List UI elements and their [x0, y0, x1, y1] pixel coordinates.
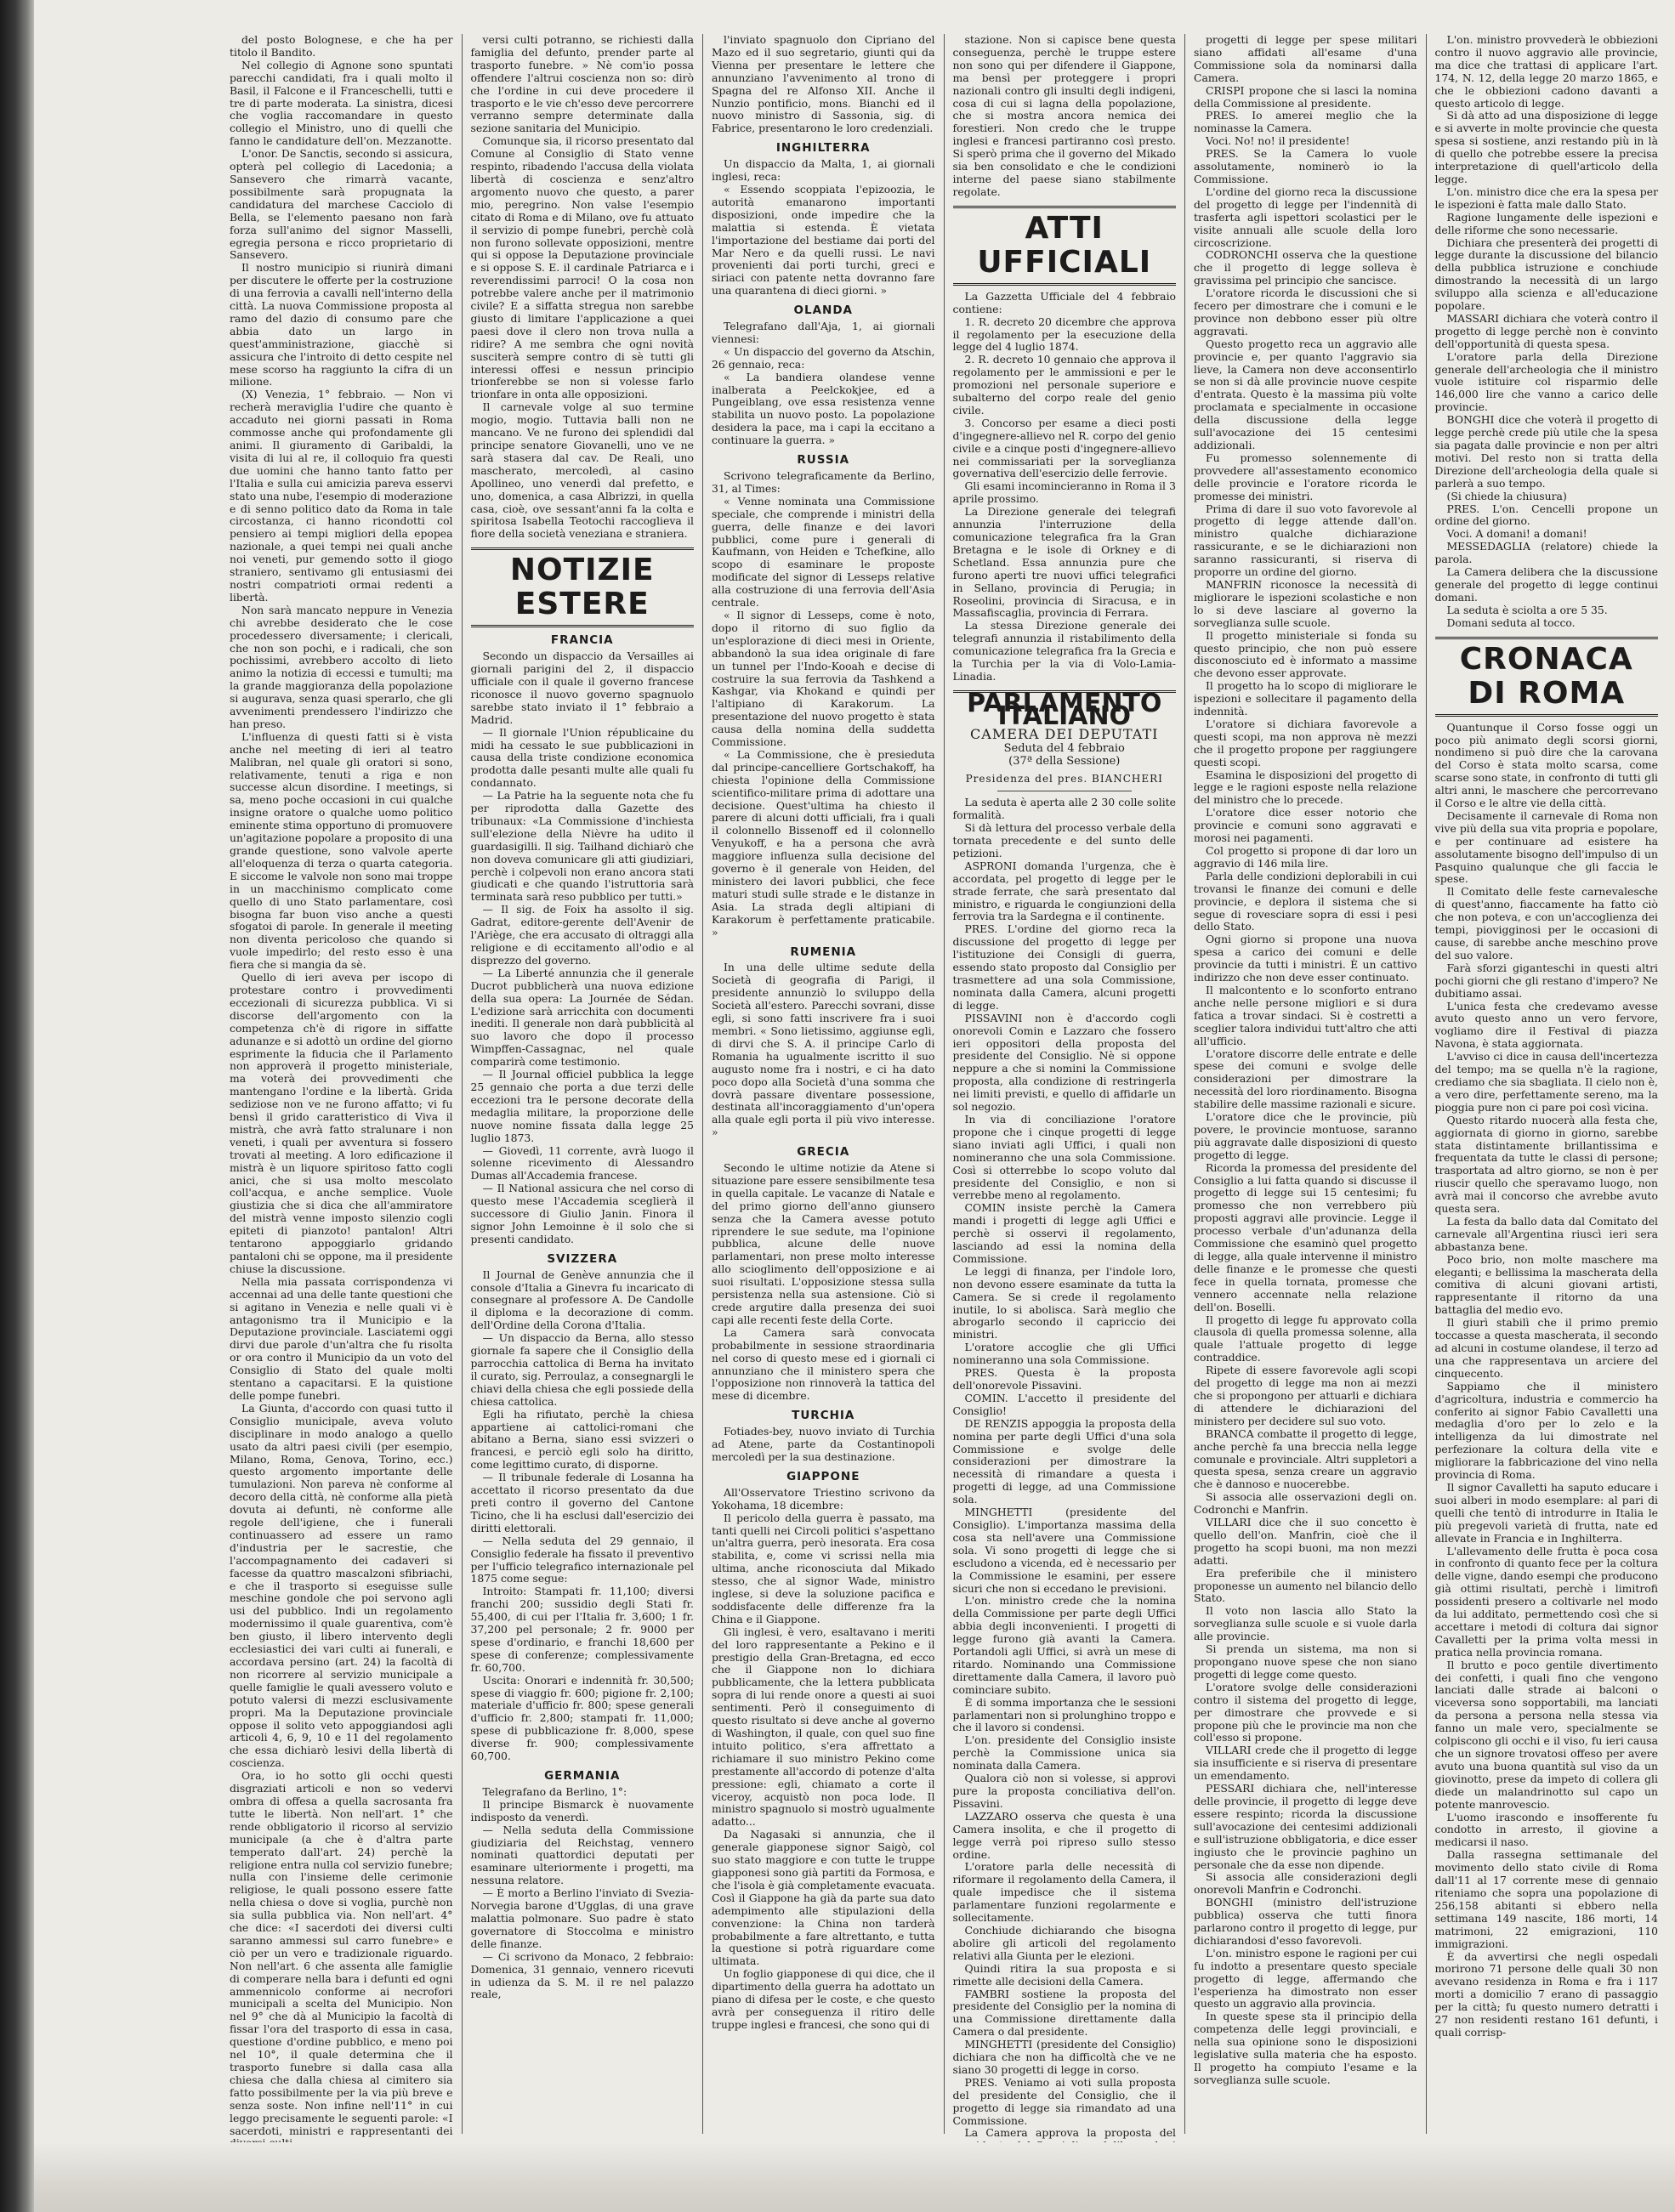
article-paragraph: Il Comitato delle feste carnevalesche di quest'anno, fiaccamente ha fatto ciò che non poteva, e con un'accoglienza dei tempi, piovigginosi per le occasioni di cause, di sarebbe anche meschino prove del suo valore. [1434, 885, 1658, 961]
article-paragraph: « La bandiera olandese venne inalberata a Peelckokjee, ed a Pungeiblang, ove essa resistenza venne stabilita un nuovo posto. La popolazione desidera la pace, ma i capi la eccitano a continuare la guerra. » [712, 370, 935, 447]
article-paragraph: PRES. Questa è la proposta dell'onorevole Pissavini. [952, 1366, 1176, 1392]
article-paragraph: « La Commissione, che è presieduta dal principe-cancelliere Gortschakoff, ha chiesta l'opinione della Commissione scientifico-militare prima di adottare una decisione. Quest'ultima ha chiesto il parere di alcuni dotti ufficiali, fra i quali il colonnello Bissenoff ed il colonnello Venyukoff, e ha a persona che avrà maggiore influenza sulla decisione del governo è il generale von Heiden, del ministero dei lavori pubblici, che fece maturi studi sulle strade e le distanze in Asia. La strada degli altipiani di Karakorum è perfettamente praticabile. » [712, 747, 935, 939]
article-paragraph: L'onor. De Sanctis, secondo si assicura, opterà pel collegio di Lacedonia; a Sansevero che rimarrà vacante, possibilmente sarà propugnata la candidatura del marchese Cacciolo di Bella, se l'elemento paesano non farà forza sull'animo del signor Masselli, egregia persona e ricco proprietario di Sansevero. [230, 147, 453, 262]
article-paragraph: Telegrafano dall'Aja, 1, ai giornali viennesi: [712, 320, 935, 345]
article-paragraph: progetti di legge per spese militari siano affidati all'esame d'una Commissione sola da nominarsi dalla Camera. [1194, 33, 1417, 84]
article-paragraph: COMIN. L'accetto il presidente del Consiglio! [952, 1391, 1176, 1417]
article-paragraph: All'Osservatore Triestino scrivono da Yokohama, 18 dicembre: [712, 1485, 935, 1512]
article-paragraph: L'oratore dice esser notorio che provincie e comuni sono aggravati e morosi nei pagamenti. [1194, 806, 1417, 845]
article-paragraph: La Camera sarà convocata probabilmente in sessione straordinaria nel corso di questo mese ed i giornali ci annunziano che il ministero spera che l'opposizione non rinnoverà la tattica del mese di dicembre. [712, 1325, 935, 1403]
article-paragraph: Ricorda la promessa del presidente del Consiglio a lui fatta quando si discusse il progetto di legge sui 15 centesimi; fu promesso che non verrebbero più proposti aggravi alle provincie. Legge il processo verbale d'un'adunanza della Commissione che esaminò quel progetto di legge, alla quale intervenne il ministro delle finanze e le promesse che questi fece in quella tornata, promesse che vennero accennate nella relazione dell'on. Boselli. [1194, 1160, 1417, 1313]
article-paragraph: — Un dispaccio da Berna, allo stesso giornale fa sapere che il Consiglio della parrocchia cattolica di Berna ha invitato il curato, sig. Perroulaz, a consegnargli le chiavi della chiesa che egli possiede della chiesa cattolica. [470, 1331, 694, 1408]
article-paragraph: PRES. L'ordine del giorno reca la discussione del progetto di legge per l'istituzione dei Consigli di guerra, essendo stato proposto dal Consiglio per trasmettere ad una sola Commissione, nominata dalla Camera, alcuni progetti di legge. [952, 922, 1176, 1012]
article-paragraph: L'allevamento delle frutta è poca cosa in confronto di quanto fece per la coltura delle vigne, dando esempi che producono già ottimi risultati, perchè i limitrofi possidenti presero a coltivarle nel modo da lui additato, permettendo così che si accettare i metodi di coltura dai signor Cavalletti per la prima volta messi in pratica nella provincia romana. [1434, 1544, 1658, 1659]
article-paragraph: La seduta è aperta alle 2 30 colle solite formalità. [952, 796, 1176, 822]
article-paragraph: L'avviso ci dice in causa dell'incertezza del tempo; ma se quella n'è la ragione, crediamo che sia sbagliata. Il cielo non è, a vero dire, perfettamente sereno, ma la pioggia pure non ci pare poi così vicina. [1434, 1050, 1658, 1114]
article-paragraph: MINGHETTI (presidente del Consiglio). L'importanza massima della cosa sta nell'avere una Commissione sola. Vi sono progetti di legge che si escludono a vicenda, ed è necessario per la Commissione le esamini, per essere sicuri che non si eccedano le previsioni. [952, 1506, 1176, 1595]
country-heading: GIAPPONE [786, 1469, 860, 1483]
article-paragraph: L'oratore si dichiara favorevole a questi scopi, ma non approva nè mezzi che il progetto propone per raggiungere questi scopi. [1194, 717, 1417, 769]
article-paragraph: BRANCA combatte il progetto di legge, anche perchè fa una breccia nella legge comunale e provinciale. Altri suppletori a questa spesa, senza creare un aggravio che è dannoso e nuocerebbe. [1194, 1426, 1417, 1491]
article-paragraph: La Camera approva la proposta del [964, 2126, 1176, 2140]
article-paragraph: La seduta è sciolta a ore 5 35. [1446, 603, 1608, 616]
article-paragraph: MANFRIN riconosce la necessità di migliorare le ispezioni scolastiche e non lo si deve lasciare al governo la sorveglianza sulle scuole. [1194, 577, 1417, 629]
article-paragraph: L'ordine del giorno reca la discussione del progetto di legge per l'indennità di trasferta agli ispettori scolastici per le visite annuali alle scuole della loro circoscrizione. [1194, 184, 1417, 249]
article-paragraph: Uscita: Onorari e indennità fr. 30,500; spese di viaggio fr. 600; pigione fr. 2,100; materiale d'ufficio fr. 800; spese generali d'ufficio fr. 2,800; stampati fr. 11,000; spese di pubblicazione fr. 8,000, spese diverse fr. 900; complessivamente 60,700. [470, 1673, 694, 1763]
article-paragraph: Si dà atto ad una disposizione di legge e si avverte in molte provincie che questa spesa si sostiene, anzi restando più in là di quello che potrebbe essere la precisa interpretazione di quell'articolo della legge. [1434, 109, 1658, 185]
article-paragraph: La Direzione generale dei telegrafi annunzia l'interruzione della comunicazione telegrafica fra la Gran Bretagna e le isole di Orkney e di Schetland. Essa annunzia pure che furono aperti tre nuovi uffici telegrafici in Sellano, provincia di Perugia; in Roseolini, provincia di Siracusa, e in Massafiscaglia, provincia di Ferrara. [952, 505, 1176, 620]
article-paragraph: Farà sforzi giganteschi in questi altri pochi giorni che gli restano d'impero? Ne dubitiamo assai. [1434, 961, 1658, 1000]
article-paragraph: Non sarà mancato neppure in Venezia chi avrebbe desiderato che le cose procedessero diversamente; i clericali, che non son pochi, e i radicali, che son pochissimi, avrebbero accolto di lieto animo la notizia di eccessi e tumulti; ma la grande maggioranza della popolazione si augurava, senza quasi sperarlo, che gli avvenimenti prendessero l'indirizzo che han preso. [230, 603, 453, 730]
article-paragraph: Domani seduta al tocco. [1446, 615, 1576, 629]
article-paragraph: Esamina le disposizioni del progetto di legge e le ragioni esposte nella relazione del ministro che lo precede. [1194, 768, 1417, 807]
article-paragraph: — Il Journal officiel pubblica la legge 25 gennaio che porta a due terzi delle eccezioni tra le persone decorate della medaglia militare, la proporzione delle nuove nomine fissata dalla legge 25 luglio 1873. [470, 1068, 694, 1144]
article-paragraph: Le leggi di finanza, per l'indole loro, non devono essere esaminate da tutta la Camera. Se si crede il regolamento inutile, lo si abolisca. Sarà meglio che abrogarlo secondo il capriccio dei ministri. [952, 1264, 1176, 1341]
article-paragraph: L'on. ministro crede che la nomina della Commissione per parte degli Uffici abbia degli inconvenienti. I progetti di legge furono già avanti la Camera. Portandoli agli Uffici, si avrà un mese di ritardo. Nominando una Commissione direttamente dalla Camera, il lavoro può cominciare subito. [952, 1594, 1176, 1696]
article-paragraph: La stessa Direzione generale dei telegrafi annunzia il ristabilimento della comunicazione telegrafica fra la Grecia e la Turchia per la via di Volo-Lamia-Linadia. [952, 619, 1176, 683]
article-paragraph: Quindi ritira la sua proposta e si rimette alle decisioni della Camera. [952, 1961, 1176, 1988]
article-paragraph: ASPRONI domanda l'urgenza, che è accordata, pel progetto di legge per le strade ferrate, che sarà presentato dal ministro, e riguarda le congiunzioni della ferrovia tra la Sardegna e il continente. [952, 859, 1176, 923]
article-paragraph: Il progetto ha lo scopo di migliorare le ispezioni e sollecitare il pagamento della indennità. [1194, 679, 1417, 718]
article-paragraph: — Nella seduta della Commissione giudiziaria del Reichstag, vennero nominati quattordici deputati per esaminare ulteriormente i progetti, ma nessuna relatore. [470, 1823, 694, 1887]
article-paragraph: BONGHI dice che voterà il progetto di legge perchè crede più utile che la spesa sia pagata dalle provincie e non per altri motivi. Del resto non si tratta della Direzione dell'archeologia della quale si parlerà a suo tempo. [1434, 413, 1658, 490]
article-paragraph: VILLARI crede che il progetto di legge sia insufficiente e si riserva di presentare un emendamento. [1194, 1744, 1417, 1783]
article-paragraph: — La Liberté annunzia che il generale Ducrot pubblicherà una nuova edizione della sua opera: La Journée de Sédan. L'edizione sarà arricchita con documenti inediti. Il generale non darà pubblicità al suo lavoro che dopo il processo Wimpffen-Cassagnac, nel quale comparirà come testimonio. [470, 966, 694, 1069]
article-paragraph: PESSARI dichiara che, nell'interesse delle provincie, il progetto di legge deve essere respinto; ricorda la discussione sull'avocazione dei centesimi addizionali e sull'istruzione obbligatoria, e dice esser ingiusto che le provincie paghino un personale che da esse non dipende. [1194, 1782, 1417, 1871]
article-paragraph: Il malcontento e lo sconforto entrano anche nelle persone migliori e si dura fatica a trovar sindaci. Si è costretti a sceglier talora individui tutt'altro che atti all'ufficio. [1194, 983, 1417, 1047]
article-paragraph: Da Nagasaki si annunzia, che il generale giapponese signor Saigò, col suo stato maggiore e con tutte le truppe giapponesi sono già partiti da Formosa, e che l'isola è già completamente evacuata. Così il Giappone ha già da parte sua dato adempimento alle stipulazioni della convenzione: la China non tarderà probabilmente a fare altrettanto, e tutta la questione si potrà riguardare come ultimata. [712, 1828, 935, 1968]
article-paragraph: L'on. ministro espone le ragioni per cui fu indotto a presentare questo speciale progetto di legge, affermando che l'esperienza ha dimostrato non esser questo un aggravio alla provincia. [1194, 1946, 1417, 2011]
article-paragraph: Parla delle condizioni deplorabili in cui trovansi le finanze dei comuni e delle provincie, e deplora il sistema che si segue di rovesciare sopra di essi i pesi dello Stato. [1194, 869, 1417, 933]
article-paragraph: Ora, io ho sotto gli occhi questi disgraziati articoli e non so vedervi ombra di offesa a quella sacrosanta fra tutte le libertà. Non nell'art. 1° che rende obbligatorio il ricorso al servizio municipale (a che è d'altra parte temperato dall'art. 24) perchè la religione entra nulla col servizio funebre; nulla con l'insieme delle cerimonie religiose, le quali possono essere fatte nella chiesa o dove si voglia, purchè non sia sulla pubblica via. Non nell'art. 4° che dice: «I sacerdoti dei diversi culti saranno ammessi sul carro funebre» e ciò per un vero e tradizionale riguardo. Non nell'art. 6 che assenta alle famiglie di comperare nella bara i defunti ed ogni ammennicolo conforme ai necrofori municipali a scelta del Municipio. Non nel 9° che dà al Municipio la facoltà di fissar l'ora del trasporto di essa in casa, questione d'ordine pubblico, e meno poi nel 10°, il quale determina che il trasporto funebre si dalla casa alla chiesa che dalla chiesa al cimitero sia fatto possibilmente per la via più breve e senza soste. Non infine nell'11° in cui leggo precisamente le seguenti parole: «I sacerdoti, ministri e rappresentanti dei [230, 1769, 453, 2137]
article-paragraph: L'uomo irascondo e insofferente fu condotto in arresto, il giovine a medicarsi il naso. [1434, 1810, 1658, 1849]
article-paragraph: La Camera delibera che la discussione generale del progetto di legge continui domani. [1434, 565, 1658, 604]
parliament-title: PARLAMENTO ITALIANO [953, 690, 1177, 723]
article-paragraph: In una delle ultime sedute della Società di geografia di Parigi, il presidente annunziò lo sviluppo della Società all'estero. Parecchi sovrani, disse egli, si sono fatti inscrivere fra i suoi membri. « Sono lietissimo, aggiunse egli, di dirvi che S. A. il principe Carlo di Romania ha ugualmente iscritto il suo augusto nome fra i nostri, e ci ha dato poco dopo alla Società d'una somma che dovrà passare diventare possessione, destinata all'incoraggiamento d'un'opera alla quale egli porta il più vivo interesse. » [712, 961, 935, 1139]
article-paragraph: Si prenda un sistema, ma non si propongano nuove spese che non siano progetti di legge come questo. [1194, 1642, 1417, 1681]
article-paragraph: Questo progetto reca un aggravio alle provincie e, per quanto l'aggravio sia lieve, la Camera non deve acconsentirlo se non si dà alle provincie nuove cespite d'entrata. Questo è la massima più volte proclamata e specialmente in occasione della discussione della legge sull'avocazione dei 15 centesimi addizionali. [1194, 337, 1417, 451]
article-paragraph: FAMBRI sostiene la proposta del presidente del Consiglio per la nomina di una Commissione direttamente dalla Camera o dal presidente. [952, 1987, 1176, 2039]
article-paragraph: L'oratore dice che le provincie, più povere, le provincie montuose, saranno più aggravate dalle disposizioni di questo progetto di legge. [1194, 1110, 1417, 1161]
article-paragraph: Il pericolo della guerra è passato, ma tanti quelli nei Circoli politici s'aspettano un'altra guerra, però inesorata. Era cosa stabilita, e, come vi scrissi nella mia ultima, anche riconosciuta dal Mikado stesso, che al signor Wade, ministro inglese, si deve la soluzione pacifica e soddisfacente delle differenze fra la China e il Giappone. [712, 1511, 935, 1625]
chamber-title: CAMERA DEI DEPUTATI [970, 725, 1159, 742]
presidency-line: Presidenza del pres. BIANCHERI [965, 773, 1163, 786]
article-paragraph: L'influenza di questi fatti si è vista anche nel meeting di ieri al teatro Malibran, nel quale gli oratori si sono, relativamente, tenuti a riga e non successe alcun disordine. I meetings, si sa, meno poche occasioni in cui qualche insigne oratore o qualche uomo politico eminente stima opportuno di promuovere un'agitazione popolare a proposito di una grande questione, sono valvole aperte all'eloquenza di terza o quarta categoria. E siccome le valvole non sono mai troppe in un macchinismo complicato come quello di uno Stato parlamentare, così bisogna far buon viso anche a questi sfogatoi di parole. In generale il meeting non diventa pericoloso che quando si vuole impedirlo; del resto esso è una fiera che si mangia da sè. [230, 729, 453, 972]
article-paragraph: Decisamente il carnevale di Roma non vive più della sua vita propria e popolare, e per continuare ad esistere ha assolutamente bisogno dell'impulso di un Pasquino qualunque che gli faccia le spese. [1434, 808, 1658, 886]
country-heading: GRECIA [797, 1145, 850, 1160]
article-paragraph: Poco brio, non molte maschere ma eleganti; e bellissima la mascherata della comitiva di alcuni giovani artisti, rappresentante il ritorno da una battaglia del medio evo. [1434, 1252, 1658, 1317]
article-paragraph: È da avvertirsi che negli ospedali morirono 71 persone delle quali 30 non avevano residenza in Roma e fra i 117 morti a domicilio 7 erano di passaggio per la città; fu questo numero detratti i 27 non residenti restano 161 defunti, i quali corrisp- [1434, 1949, 1658, 2039]
article-paragraph: Si dà lettura del processo verbale della tornata precedente e del sunto delle petizioni. [952, 821, 1176, 859]
country-heading: OLANDA [793, 303, 853, 318]
article-paragraph: — Giovedì, 11 corrente, avrà luogo il solenne ricevimento di Alessandro Dumas all'Accademia francese. [470, 1143, 694, 1183]
article-paragraph: La festa da ballo data dal Comitato del carnevale all'Argentina riuscì ieri sera abbastanza bene. [1434, 1214, 1658, 1253]
article-paragraph: — Il tribunale federale di Losanna ha accettato il ricorso presentato da due preti contro il governo del Cantone Ticino, che li ha esclusi dall'esercizio dei diritti elettorali. [470, 1471, 694, 1534]
page-bottom-shade [34, 2142, 1675, 2212]
article-paragraph: PRES. Se la Camera lo vuole assolutamente, nominerò io la Commissione. [1194, 147, 1417, 185]
article-paragraph: PISSAVINI non è d'accordo cogli onorevoli Comin e Lazzaro che fossero ieri oppositori della proposta del presidente del Consiglio. Nè si oppone neppure a che si nomini la Commissione proposta, alla condizione di restringerla nei limiti previsti, e quello di affidarle un sol negozio. [952, 1011, 1176, 1114]
article-paragraph: Il nostro municipio si riunirà dimani per discutere le offerte per la costruzione di una ferrovia a cavalli nell'interno della città. La nuova Commissione proposta al ramo del dazio di consumo pare che abbia dato un largo in quest'amministrazione, giacchè si assicura che l'introito di detto cespite nel mese scorso ha raggiunto la cifra di un milione. [230, 261, 453, 389]
article-paragraph: Un foglio giapponese di qui dice, che il dipartimento della guerra ha adottato un piano di difesa per le coste, e che questo avrà per conseguenza il ritiro delle truppe inglesi e francesi, che sono qui di [712, 1967, 935, 2031]
article-paragraph: L'oratore parla delle necessità di riformare il regolamento della Camera, il quale impedisce che il sistema parlamentare funzioni regolarmente e sollecitamente. [952, 1860, 1176, 1925]
article-paragraph: — È morto a Berlino l'inviato di Svezia-Norvegia barone d'Ugglas, di una grave malattia polmonare. Suo padre è stato governatore di Stoccolma e ministro delle finanze. [470, 1886, 694, 1950]
article-paragraph: Gli esami incomincieranno in Roma il 3 aprile prossimo. [952, 479, 1176, 506]
article-paragraph: È di somma importanza che le sessioni parlamentari non si prolunghino troppo e che il lavoro si condensi. [952, 1695, 1176, 1734]
article-paragraph: « Essendo scoppiata l'epizoozia, le autorità emanarono importanti disposizioni, onde impedire che la malattia si estenda. È vietata l'importazione del bestiame dai porti del Mar Nero e da quelli russi. Le navi provenienti dai porti turchi, greci e siriaci con patente netta dovranno fare una quarantena di dieci giorni. » [712, 182, 935, 298]
article-paragraph: — Nella seduta del 29 gennaio, il Consiglio federale ha fissato il preventivo per l'ufficio telegrafico internazionale pel 1875 come segue: [470, 1534, 694, 1585]
article-paragraph: Era preferibile che il ministero proponesse un aumento nel bilancio dello Stato. [1194, 1566, 1417, 1605]
article-paragraph: Scrivono telegraficamente da Berlino, 31, al Times: [712, 469, 935, 495]
article-paragraph: Questo ritardo nuocerà alla festa che, aggiornata di giorno in giorno, sarebbe stata distintamente brillantissima e frequentata da tutte le classi di persone; trasportata ad altro giorno, se non è per riuscir quello che speravamo luogo, non avrà mai il concorso che avrebbe avuto questa sera. [1434, 1113, 1658, 1216]
section-title: CRONACA DI ROMA [1435, 637, 1659, 717]
column-1 [221, 33, 462, 2137]
article-paragraph: PRES. Veniamo ai voti sulla proposta del presidente del Consiglio, che il progetto di legge sia rimandato ad una Commissione. [952, 2075, 1176, 2127]
article-paragraph: VILLARI dice che il suo concetto è quello dell'on. Manfrin, cioè che il progetto ha scopi buoni, ma non mezzi adatti. [1194, 1516, 1417, 1567]
article-paragraph: Col progetto si propone di dar loro un aggravio di 146 mila lire. [1194, 844, 1417, 870]
article-paragraph: LAZZARO osserva che questa è una Camera insolita, e che il progetto di legge verrà poi ripreso sullo stesso ordine. [952, 1809, 1176, 1861]
article-paragraph: Il carnevale volge al suo termine mogio, mogio. Tuttavia balli non ne mancano. Ve ne furono dei splendidi dal principe senatore Giovanelli, uno ve ne sarà stasera dal cav. De Reali, uno mascherato, mercoledì, al casino Apollineo, uno venerdì dal prefetto, e uno, domenica, a casa Albrizzi, in quella casa, cioè, ove sessant'anni fa la colta e spiritosa Isabella Teotochi raccoglieva il fiore della società veneziana e straniera. [470, 400, 694, 541]
article-paragraph: Il Journal de Genève annunzia che il console d'Italia a Ginevra fu incaricato di consegnare al professore A. De Candolle il diploma e la decorazione di comm. dell'Ordine della Corona d'Italia. [470, 1268, 694, 1332]
article-paragraph: Il voto non lascia allo Stato la sorveglianza sulle scuole e si vuole darla alle provincie. [1194, 1604, 1417, 1643]
article-paragraph: Quantunque il Corso fosse oggi un poco più animato degli scorsi giorni, nondimeno si può dire che la carovana del Corso è stata molto scarsa, come scarse sono state, in confronto di tutti gli altri anni, le maschere che percorrevano il Corso e le altre vie della città. [1434, 720, 1658, 810]
article-paragraph: — Il sig. de Foix ha assolto il sig. Gadrat, editore-gerente dell'Avenir de l'Ariège, che era accusato di oltraggi alla religione e di eccitamento all'odio e al disprezzo del governo. [470, 903, 694, 967]
article-paragraph: La Gazzetta Ufficiale del 4 febbraio contiene: [952, 289, 1176, 315]
column-4 [944, 33, 1185, 2140]
page-binding-edge [0, 0, 34, 2212]
country-heading: RUMENIA [790, 944, 857, 959]
article-paragraph: Nella mia passata corrispondenza vi accennai ad una delle tante questioni che si agitano in Venezia e nelle quali vi è antagonismo tra il Municipio e la Deputazione provinciale. Lasciatemi oggi dirvi due parole d'un'altra che fu risolta or ora contro il Municipio da un voto del Consiglio di Stato del quale molti stentano a capacitarsi. E la quistione delle pompe funebri. [230, 1274, 453, 1402]
article-paragraph: CODRONCHI osserva che la questione che il progetto di legge solleva è gravissima pel principio che sancisce. [1194, 248, 1417, 287]
country-heading: RUSSIA [797, 453, 850, 468]
article-paragraph: Secondo un dispaccio da Versailles ai giornali parigini del 2, il dispaccio ufficiale con il quale il governo francese riconosce il nuovo governo spagnuolo sarebbe stato inviato il 1° febbraio a Madrid. [470, 649, 694, 726]
article-paragraph: Comunque sia, il ricorso presentato dal Comune al Consiglio di Stato venne respinto, ribadendo l'accusa della violata libertà di coscienza e senz'altro argomento nuovo che questo, a parer mio, peregrino. Non valse l'esempio citato di Roma e di Milano, ove fu attuato il servizio di pompe funebri, perchè colà non furono sollevate opposizioni, mentre qui si oppose la Deputazione provinciale e si oppose S. E. il cardinale Patriarca e i reverendissimi parroci! O la cosa non potrebbe valere anche per il matrimonio civile? E a siffatta stregua non sarebbe giusto di limitare l'applicazione a quei paesi dove il clero non trova nulla a ridire? A me sembra che ogni novità susciterà sempre contro di sè tutti gli interessi offesi e nessun principio trionferebbe se non si volesse farlo trionfare in onta alle opposizioni. [470, 134, 694, 401]
session-number: (37ª della Sessione) [1008, 754, 1121, 768]
article-paragraph: « Venne nominata una Commissione speciale, che comprende i ministri della guerra, delle finanze e dei lavori pubblici, come pure i generali di Kaufmann, von Heiden e Tchefkine, allo scopo di esaminare le proposte modificate del signor di Lesseps relative alla costruzione di una ferrovia dell'Asia centrale. [712, 494, 935, 610]
article-paragraph: L'unica festa che credevamo avesse avuto questo anno un vero fervore, vogliamo dire il Festival di piazza Navona, è stata aggiornata. [1434, 999, 1658, 1051]
article-paragraph: — Il giornale l'Union républicaine du midi ha cessato le sue pubblicazioni in causa della triste condizione economica prodotta dalle pesanti multe alle quali fu condannato. [470, 725, 694, 790]
column-6 [1426, 34, 1667, 2134]
article-paragraph: Il signor Cavalletti ha saputo educare i suoi alberi in modo esemplare: al pari di quelli che tentò di introdurre in Italia le più pregevoli varietà di frutta, nate ed allevate in Francia e in Inghilterra. [1434, 1480, 1658, 1545]
article-paragraph: L'oratore svolge delle considerazioni contro il sistema del progetto di legge, per dimostrare che provvede e si propone più che le provincie ma non che coll'esso si propone. [1194, 1680, 1417, 1744]
article-paragraph: BONGHI (ministro dell'istruzione pubblica) osserva che tutti finora parlarono contro il progetto di legge, pur dichiarandosi d'esso favorevoli. [1194, 1896, 1417, 1947]
article-paragraph: — La Patrie ha la seguente nota che fu per riprodotta dalla Gazette des tribunaux: «La Commissione d'inchiesta sull'elezione della Nièvre ha udito il guardasigilli. Il sig. Tailhand dichiarò che non doveva comunicare gli atti giudiziari, perchè i colpevoli non erano ancora stati giudicati e che quando l'istruttoria sarà terminata sarà reso pubblico per tutti.» [470, 789, 694, 904]
article-paragraph: Il progetto ministeriale si fonda su questo principio, che non può essere disconosciuto ed è informato a massime che devono esser approvate. [1194, 628, 1417, 680]
article-paragraph: stazione. Non si capisce bene questa conseguenza, perchè le truppe estere non sono qui per difendere il Giappone, ma bensì per proteggere i propri nazionali contro gli insulti degli indigeni, cosa di cui si lagna della popolazione, che si mostra ancora nemica dei forestieri. Non credo che le truppe inglesi e francesi partiranno così presto. Si sperò prima che il governo del Mikado sia ben consolidato e che le condizioni interne del paese siano stabilmente regolate. [952, 33, 1176, 198]
article-paragraph: Prima di dare il suo voto favorevole al progetto di legge attende dall'on. ministro qualche dichiarazione rassicurante, e se le dichiarazioni non saranno rassicuranti, si riserva di proporre un ordine del giorno. [1194, 502, 1417, 579]
article-paragraph: Ripete di essere favorevole agli scopi del progetto di legge ma non ai mezzi che si propongono per attuarli e dichiara di attendere le dichiarazioni del ministero per decidere sul suo voto. [1194, 1364, 1417, 1427]
article-paragraph: Voci. No! no! il presidente! [1206, 134, 1350, 148]
article-paragraph: CRISPI propone che si lasci la nomina della Commissione al presidente. [1194, 83, 1417, 110]
section-title: ATTI UFFICIALI [953, 206, 1177, 286]
article-paragraph: versi culti potranno, se richiesti dalla famiglia del defunto, prender parte al trasporto funebre. » Nè com'io possa offendere l'altrui coscienza non so: dirò che l'ordine in cui deve procedere il trasporto e le vie ch'esso deve percorrere verranno sempre determinate dalla sezione sanitaria del Municipio. [470, 33, 694, 135]
article-paragraph: — Ci scrivono da Monaco, 2 febbraio: Domenica, 31 gennaio, vennero ricevuti in udienza da S. M. il re nel palazzo reale, [470, 1949, 694, 2001]
article-paragraph: La Giunta, d'accordo con quasi tutto il Consiglio municipale, aveva voluto disciplinare in modo analogo a quello usato da altri paesi civili (per esempio, Milano, Roma, Genova, Torino, ecc.) questo argomento importante delle tumulazioni. Non pareva nè conforme al decoro della città, nè conforme alla pietà dovuta ai defunti, nè conforme alle regole dell'igiene, che i funerali continuassero ad essere un ramo d'industria per le sacrestie, che l'accompagnamento dei cadaveri si facesse da quattro mascalzoni sfibriachi, e che il trasporto si eseguisse sulle meschine gondole che poi servono agli usi del pubblico. Indi un regolamento modernissimo il quale guarentiva, com'è ben giusto, il libero intervento degli ecclesiastici dei vari culti ai funerali, e accordava persino (art. 24) la facoltà di non ricorrere al servizio municipale a quelle famiglie le quali avessero voluto e potuto valersi di mezzi esclusivamente propri. Ma la Deputazione provinciale oppose il solito veto appoggiandosi agli articoli 4, 6, 9, 10 e 11 del regolamento che essa dichiarò lesivi della libertà di coscienza. [230, 1401, 453, 1770]
article-paragraph: Ragione lungamente delle ispezioni e delle riforme che sono necessarie. [1434, 210, 1658, 236]
section-title: NOTIZIE ESTERE [471, 547, 695, 627]
article-paragraph: 3. Concorso per esame a dieci posti d'ingegnere-allievo nel R. corpo del genio civile e a cinque posti d'ingegnere-allievo nei commissariati per la sorveglianza governativa dell'esercizio delle ferrovie. [952, 416, 1176, 480]
article-paragraph: Fotiades-bey, nuovo inviato di Turchia ad Atene, parte da Costantinopoli mercoledì per la sua destinazione. [712, 1425, 935, 1463]
article-paragraph: l'inviato spagnuolo don Cipriano del Mazo ed il suo segretario, giunti qui da Vienna per presentare le lettere che annunziano l'avvenimento al trono di Spagna del re Alfonso XII. Anche il Nunzio pontificio, mons. Bianchi ed il nuovo ministro di Sassonia, sig. di Fabrice, presentarono le loro credenziali. [712, 33, 935, 135]
article-paragraph: Egli ha rifiutato, perchè la chiesa appartiene ai cattolici-romani che abitano a Berna, siano essi svizzeri o francesi, e perciò egli solo ha diritto, come legittimo curato, di disporne. [470, 1407, 694, 1472]
article-paragraph: L'oratore accoglie che gli Uffici nomineranno una sola Commissione. [952, 1341, 1176, 1367]
article-paragraph: Introito: Stampati fr. 11,100; diversi franchi 200; sussidio degli Stati fr. 55,400, di cui per l'Italia fr. 3,600; 1 fr. 37,200 pel personale; 2 fr. 9000 per spese d'ordinario, e franchi 18,600 per spese di conferenze; complessivamente fr. 60,700. [470, 1585, 694, 1674]
article-paragraph: MESSEDAGLIA (relatore) chiede la parola. [1434, 540, 1658, 566]
article-paragraph: Ogni giorno si propone una nuova spesa a carico dei comuni e delle provincie da tutti i ministri. È un cattivo indirizzo che non deve esser continuato. [1194, 933, 1417, 984]
column-2 [462, 34, 703, 2134]
newspaper-page [34, 0, 1675, 2212]
article-paragraph: (Si chiede la chiusura) [1446, 489, 1567, 502]
article-paragraph: del posto Bolognese, e che ha per titolo il Bandito. [230, 33, 453, 59]
article-paragraph: Secondo le ultime notizie da Atene si situazione pare essere sensibilmente tesa in quella capitale. Le vacanze di Natale e del primo giorno dell'anno giunsero senza che la Camera avesse potuto riprendere le sue sedute, ma l'opinione pubblica, alcune delle nuove parlamentari, non prese molto interesse allo scioglimento dell'opposizione e ai suoi risultati. L'opposizione stessa sulla persistenza nella sua astensione. Ciò si crede argutire dalla presenza dei suoi capi alle recenti feste della Corte. [712, 1161, 935, 1326]
article-paragraph: Il principe Bismarck è nuovamente indisposto da venerdì. [470, 1797, 694, 1823]
article-paragraph: L'on. presidente del Consiglio insiste perchè la Commissione unica sia nominata dalla Camera. [952, 1733, 1176, 1772]
article-paragraph: Gli inglesi, è vero, esaltavano i meriti del loro rappresentante a Pekino e il prestigio della Gran-Bretagna, ed ecco che il Giappone non lo dichiara pubblicamente, che la lettera pubblicata sopra di lui rende onore a questi ai suoi sentimenti. Però il conseguimento di questo risultato si deve anche al governo di Washington, il quale, con quel suo fine intuito politico, s'era affrettato a richiamare il suo ministro Pekino come prestamente all'accordo di potenze d'alta pressione: egli, chiamato a corte il viceroy, acquistò non poca lode. Il ministro spagnuolo si mostrò ugualmente adatto... [712, 1625, 935, 1829]
article-paragraph: Il giurì stabilì che il primo premio toccasse a questa mascherata, il secondo ad alcuni in costume olandese, il terzo ad una che rappresentava un arciere del cinquecento. [1434, 1316, 1658, 1380]
article-paragraph: Il brutto e poco gentile divertimento dei confetti, i quali fino che vengono lanciati dalle strade ai balconi o viceversa sono sopportabili, ma lanciati da persona a persona nella stessa via fanno un male vero, specialmente se colpiscono gli occhi e il viso, fu ieri causa che un signore trovatosi offeso per avere avuto una buona quantità sul viso da un giovinotto, prese da impeto di collera gli diede un malandrinotto sul capo un potente manrovescio. [1434, 1658, 1658, 1811]
article-paragraph: Un dispaccio da Malta, 1, ai giornali inglesi, reca: [712, 157, 935, 184]
article-paragraph: Sappiamo che il ministero d'agricoltura, industria e commercio ha conferito ai signor Fabio Cavalletti una medaglia d'oro per lo zelo e la intelligenza da lui dimostrate nel perfezionare la coltura della vite e migliorare la fabbricazione del vino nella provincia di Roma. [1434, 1379, 1658, 1482]
article-paragraph: Qualora ciò non si volesse, si approvi pure la proposta conciliativa dell'on. Pissavini. [952, 1772, 1176, 1810]
newspaper-columns [221, 33, 1666, 2140]
parliament-header [953, 690, 1177, 791]
country-heading: SVIZZERA [547, 1251, 618, 1266]
article-paragraph: Si associa alle osservazioni degli on. Codronchi e Manfrin. [1194, 1490, 1417, 1517]
article-paragraph: Nel collegio di Agnone sono spuntati parecchi candidati, fra i quali molto il Basil, il Falcone e il Franceschelli, tutti e tre di parte moderata. La sinistra, dicesi che voglia raccomandare in questo collegio el Ministro, uno di quelli che fanno le candidature dell'on. Mezzanotte. [230, 58, 453, 148]
article-paragraph: (X) Venezia, 1° febbraio. — Non vi recherà meraviglia l'udire che quanto è accaduto nei giorni passati in Roma commosse anche qui profondamente gli animi. Il giuramento di Garibaldi, la visita di lui al re, il colloquio fra questi due uomini che hanno tanto fatto per l'Italia e sulla cui amicizia pareva esservi stato una nube, l'esempio di moderazione e di senno politico dato da Roma in tale circostanza, ci hanno ricondotti col pensiero ai tempi migliori della epopea nazionale, a quei tempi nei quali anche noi veneti, pur gemendo sotto il giogo straniero, sentivamo gli entusiasmi dei nostri compatrioti ormai redenti a libertà. [230, 388, 453, 604]
country-heading: GERMANIA [544, 1769, 621, 1783]
article-paragraph: Quello di ieri aveva per iscopo di protestare contro i provvedimenti eccezionali di sicurezza pubblica. Vi si discorse dell'argomento con la competenza ch'è di rigore in siffatte adunanze e si adottò un ordine del giorno esprimente la fiducia che il Parlamento non approverà il progetto ministeriale, ma voterà dei provvedimenti che mantengano l'ordine e la libertà. Grida sediziose non ve ne furono affatto; vi fu bensì il grido caratteristico di Viva il mistrà, che avrà fatto stralunare i non veneti, i quali per avventura si fossero trovati al meeting. A loro edificazione il mistrà è un liquore spiritoso fatto cogli anici, che si usa molto mescolato coll'acqua, e anche semplice. Vuole giustizia che si dica che all'ammiratore del mistrà venne imposto silenzio cogli epiteti di pianzoto! pantalon! Altri tentarono appoggiarlo gridando pantaloni chi se oppone, ma il presidente chiuse la discussione. [230, 971, 453, 1275]
article-paragraph: PRES. Io amerei meglio che la nominasse la Camera. [1194, 109, 1417, 135]
country-heading: INGHILTERRA [775, 141, 871, 156]
column-3 [702, 34, 944, 2134]
article-paragraph: L'oratore ricorda le discussioni che si fecero per dimostrare che i comuni e le province non debbono esser più oltre aggravati. [1194, 286, 1417, 337]
article-paragraph: 1. R. decreto 20 dicembre che approva il regolamento per la esecuzione della legge del 4 luglio 1874. [952, 315, 1176, 354]
article-paragraph: Dichiara che presenterà dei progetti di legge durante la discussione del bilancio della pubblica istruzione e conchiude dimostrando la necessità di un largo sviluppo alla scienza e all'educazione popolare. [1434, 235, 1658, 313]
article-paragraph: Conchiude dichiarando che bisogna abolire gli articoli del regolamento relativi alla Giunta per le elezioni. [952, 1923, 1176, 1962]
article-paragraph: — Il National assicura che nel corso di questo mese l'Accademia sceglierà il successore di Giulio Janin. Finora il signor John Lemoinne è il solo che si presenti candidato. [470, 1182, 694, 1245]
article-paragraph: Fu promesso solennemente di provvedere all'assestamento economico delle provincie e l'oratore ricorda le promesse dei ministri. [1194, 451, 1417, 502]
column-5 [1184, 34, 1426, 2134]
article-paragraph: « Il signor di Lesseps, come è noto, dopo il ritorno di suo figlio da un'esplorazione di dieci mesi in Oriente, abbandonò la sua idea originale di fare un tunnel per l'Indo-Kooah e decise di costruire la sua ferrovia da Tashkend a Kashgar, via Khokand e quindi per l'altipiano di Karakorum. La presentazione del nuovo progetto è stata causa della nomina della suddetta Commissione. [712, 608, 935, 749]
article-paragraph: L'oratore discorre delle entrate e delle spese dei comuni e svolge delle considerazioni per dimostrare la necessità del loro riordinamento. Bisogna stabilire delle massime razionali e sicure. [1194, 1046, 1417, 1111]
article-paragraph: PRES. L'on. Cencelli propone un ordine del giorno. [1434, 502, 1658, 528]
article-paragraph: In via di conciliazione l'oratore propone che i cinque progetti di legge siano inviati agli Uffici, i quali non nomineranno che una sola Commissione. Così si otterrebbe lo scopo voluto dal presidente del Consiglio, e non si verrebbe meno al regolamento. [952, 1112, 1176, 1202]
article-paragraph: In queste spese sta il principio della competenza delle leggi provinciali, e nella sua opinione sono le disposizioni legislative sulla materia che ha esposto. Il progetto ha compiuto l'esame e la sorveglianza sulle scuole. [1194, 2010, 1417, 2086]
article-paragraph: 2. R. decreto 10 gennaio che approva il regolamento per le ammissioni e per le promozioni nel personale superiore e subalterno del corpo reale del genio civile. [952, 353, 1176, 417]
article-paragraph: Si associa alle considerazioni degli onorevoli Manfrin e Codronchi. [1194, 1870, 1417, 1897]
article-paragraph: DE RENZIS appoggia la proposta della nomina per parte degli Uffici d'una sola Commissione e svolge delle considerazioni per dimostrare la necessità di rimandare a questa i progetti di legge, ad una Commissione sola. [952, 1416, 1176, 1506]
article-paragraph: MASSARI dichiara che voterà contro il progetto di legge perchè non è convinto dell'opportunità di questa spesa. [1434, 311, 1658, 350]
article-paragraph: L'oratore parla della Direzione generale dell'archeologia che il ministro vuole istituire col risparmio delle 146,000 lire che vanno a carico delle provincie. [1434, 349, 1658, 414]
article-paragraph: « Un dispaccio del governo da Atschin, 26 gennaio, reca: [712, 344, 935, 371]
article-paragraph: Voci. A domani! a domani! [1446, 527, 1587, 541]
country-heading: TURCHIA [792, 1409, 855, 1423]
article-paragraph: Dalla rassegna settimanale del movimento dello stato civile di Roma dall'11 al 17 corrente mese di gennaio riteniamo che sopra una popolazione di 256,158 abitanti si ebbero nella settimana 149 nascite, 186 morti, 14 matrimoni, 22 emigrazioni, 110 immigrazioni. [1434, 1848, 1658, 1950]
article-paragraph: Il progetto di legge fu approvato colla clausola di quella promessa solenne, alla quale l'attuale progetto di legge contraddice. [1194, 1313, 1417, 1364]
article-paragraph: L'on. ministro provvederà le obbiezioni contro il nuovo aggravio alle provincie, ma dice che trattasi di applicare l'art. 174, N. 12, della legge 20 marzo 1865, e che le obbiezioni cadono davanti a questo articolo di legge. [1434, 33, 1658, 110]
country-heading: FRANCIA [550, 633, 614, 648]
article-paragraph: MINGHETTI (presidente del Consiglio) dichiara che non ha difficoltà che ve ne siano 30 progetti di legge in corso. [952, 2038, 1176, 2076]
article-paragraph: COMIN insiste perchè la Camera mandi i progetti di legge agli Uffici e perchè si osservi il regolamento, lasciando ad essi la nomina della Commissione. [952, 1201, 1176, 1265]
session-date: Seduta del 4 febbraio [1003, 741, 1125, 755]
article-paragraph: Telegrafano da Berlino, 1°: [482, 1784, 627, 1798]
article-paragraph: L'on. ministro dice che era la spesa per le ispezioni è fatta male dallo Stato. [1434, 184, 1658, 211]
